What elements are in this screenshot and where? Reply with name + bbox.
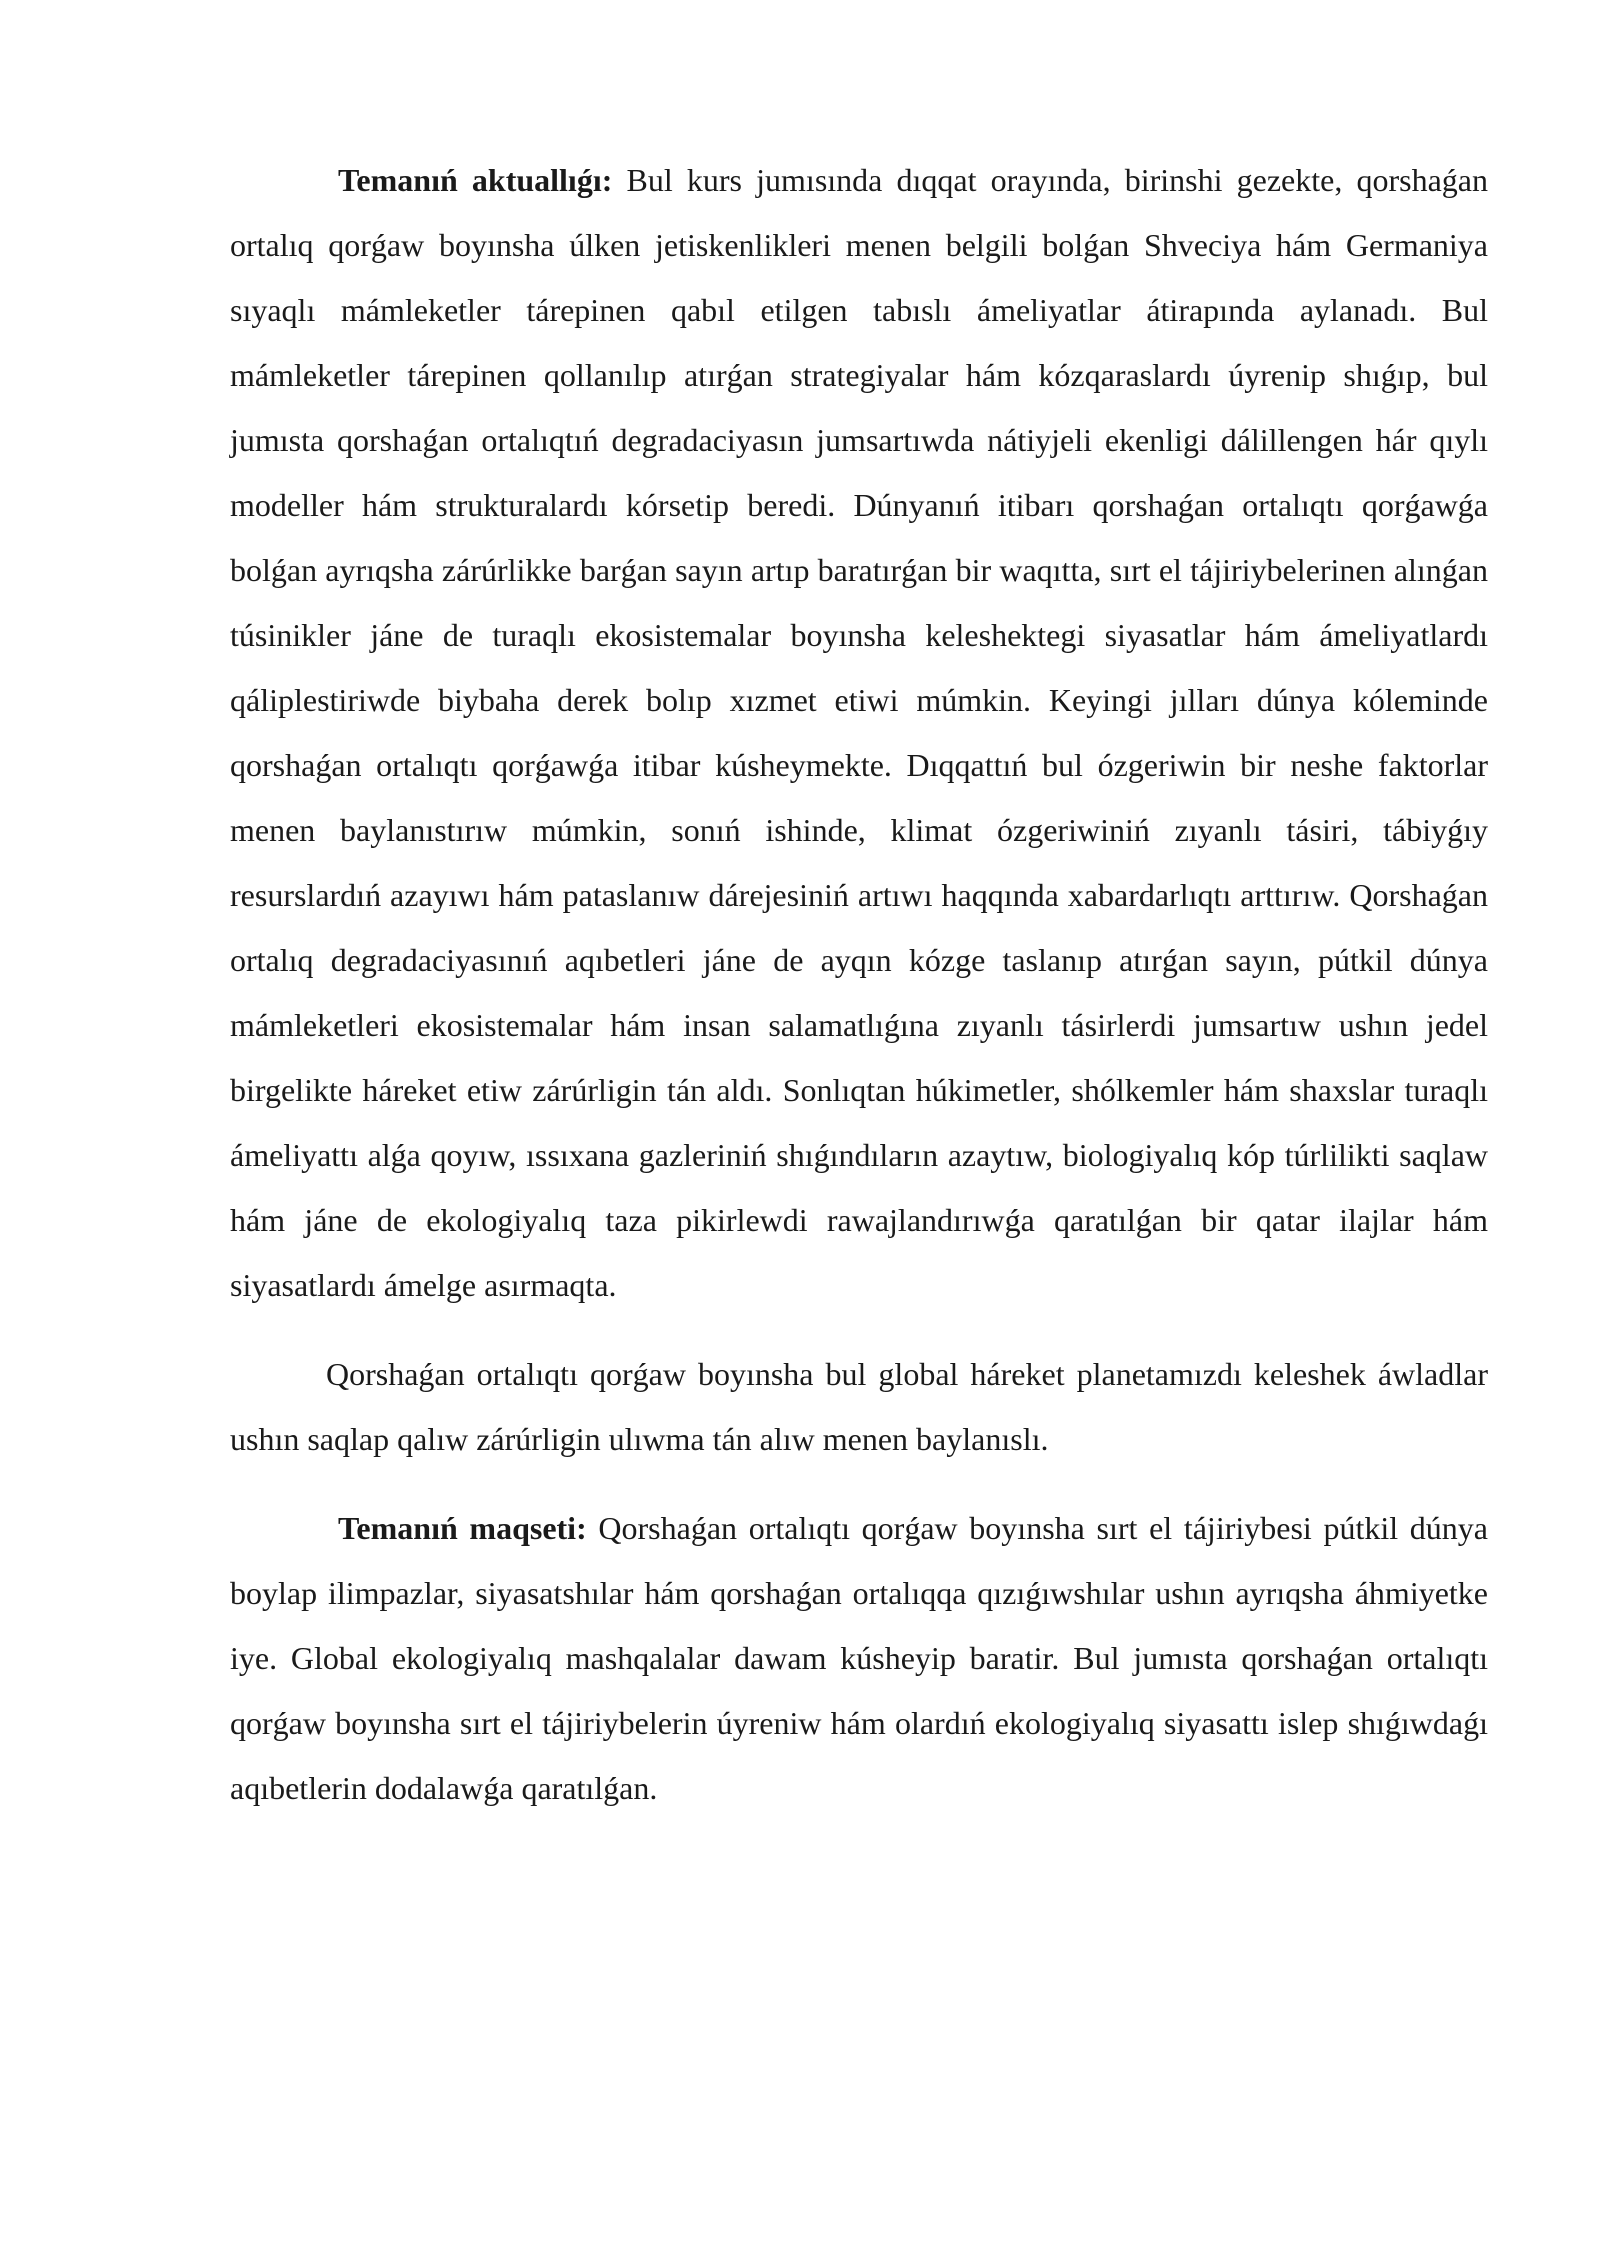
paragraph-global-movement [230,1342,1488,1472]
paragraph-actuality [230,148,1488,1318]
paragraph-text-actuality: Bul kurs jumısında dıqqat orayında, birinshi gezekte, qorshaǵan ortalıq qorǵaw boyınsha úlken jetiskenlikleri menen belgili bolǵan Shveciya hám Germaniya sıyaqlı mámleketler tárepinen qabıl etilgen tabıslı ámeliyatlar átirapında aylanadı. Bul mámleketler tárepinen qollanılıp atırǵan strategiyalar hám kózqaraslardı úyrenip shıǵıp, bul jumısta qorshaǵan ortalıqtıń degradaciyasın jumsartıwda nátiyjeli ekenligi dálillengen hár qıylı modeller hám strukturalardı kórsetip beredi. Dúnyanıń itibarı qorshaǵan ortalıqtı qorǵawǵa bolǵan ayrıqsha zárúrlikke barǵan sayın artıp baratırǵan bir waqıtta, sırt el tájiriybelerinen alınǵan túsinikler jáne de turaqlı ekosistemalar boyınsha keleshektegi siyasatlar hám ámeliyatlardı qáliplestiriwde biybaha derek bolıp xızmet etiwi múmkin. Keyingi jılları dúnya kóleminde qorshaǵan ortalıqtı qorǵawǵa itibar kúsheymekte. Dıqqattıń bul ózgeriwin bir neshe faktorlar menen baylanıstırıw múmkin, sonıń ishinde, klimat ózgeriwiniń zıyanlı tásiri, tábiyǵıy resurslardıń azayıwı hám pataslanıw dárejesiniń artıwı haqqında xabardarlıqtı arttırıw. Qorshaǵan ortalıq degradaciyasınıń aqıbetleri jáne de ayqın kózge taslanıp atırǵan sayın, pútkil dúnya mámleketleri ekosistemalar hám insan salamatlıǵına zıyanlı tásirlerdi jumsartıw ushın jedel birgelikte háreket etiw zárúrligin tán aldı. Sonlıqtan húkimetler, shólkemler hám shaxslar turaqlı ámeliyattı alǵa qoyıw, ıssıxana gazleriniń shıǵındıların azaytıw, biologiyalıq kóp túrlilikti saqlaw hám jáne de ekologiyalıq taza pikirlewdi rawajlandırıwǵa qaratılǵan bir qatar ilajlar hám siyasatlardı ámelge asırmaqta. [230,162,1489,1303]
paragraph-text-goal: Qorshaǵan ortalıqtı qorǵaw boyınsha sırt el tájiriybesi pútkil dúnya boylap ilimpazlar, siyasatshılar hám qorshaǵan ortalıqqa qızıǵıwshılar ushın ayrıqsha áhmiyetke iye. Global ekologiyalıq mashqalalar dawam kúsheyip baratir. Bul jumısta qorshaǵan ortalıqtı qorǵaw boyınsha sırt el tájiriybelerin úyreniw hám olardıń ekologiyalıq siyasattı islep shıǵıwdaǵı aqıbetlerin dodalawǵa qaratılǵan. [230,1510,1489,1806]
paragraph-goal [230,1496,1488,1821]
paragraph-text-global-movement: Qorshaǵan ortalıqtı qorǵaw boyınsha bul global háreket planetamızdı keleshek áwladlar ushın saqlap qalıw zárúrligin ulıwma tán alıw menen baylanıslı. [230,1356,1488,1457]
paragraph-heading-goal: Temanıń maqseti: [338,1510,587,1546]
document-body [230,148,1488,1821]
paragraph-heading-actuality: Temanıń aktuallıǵı: [338,162,613,198]
